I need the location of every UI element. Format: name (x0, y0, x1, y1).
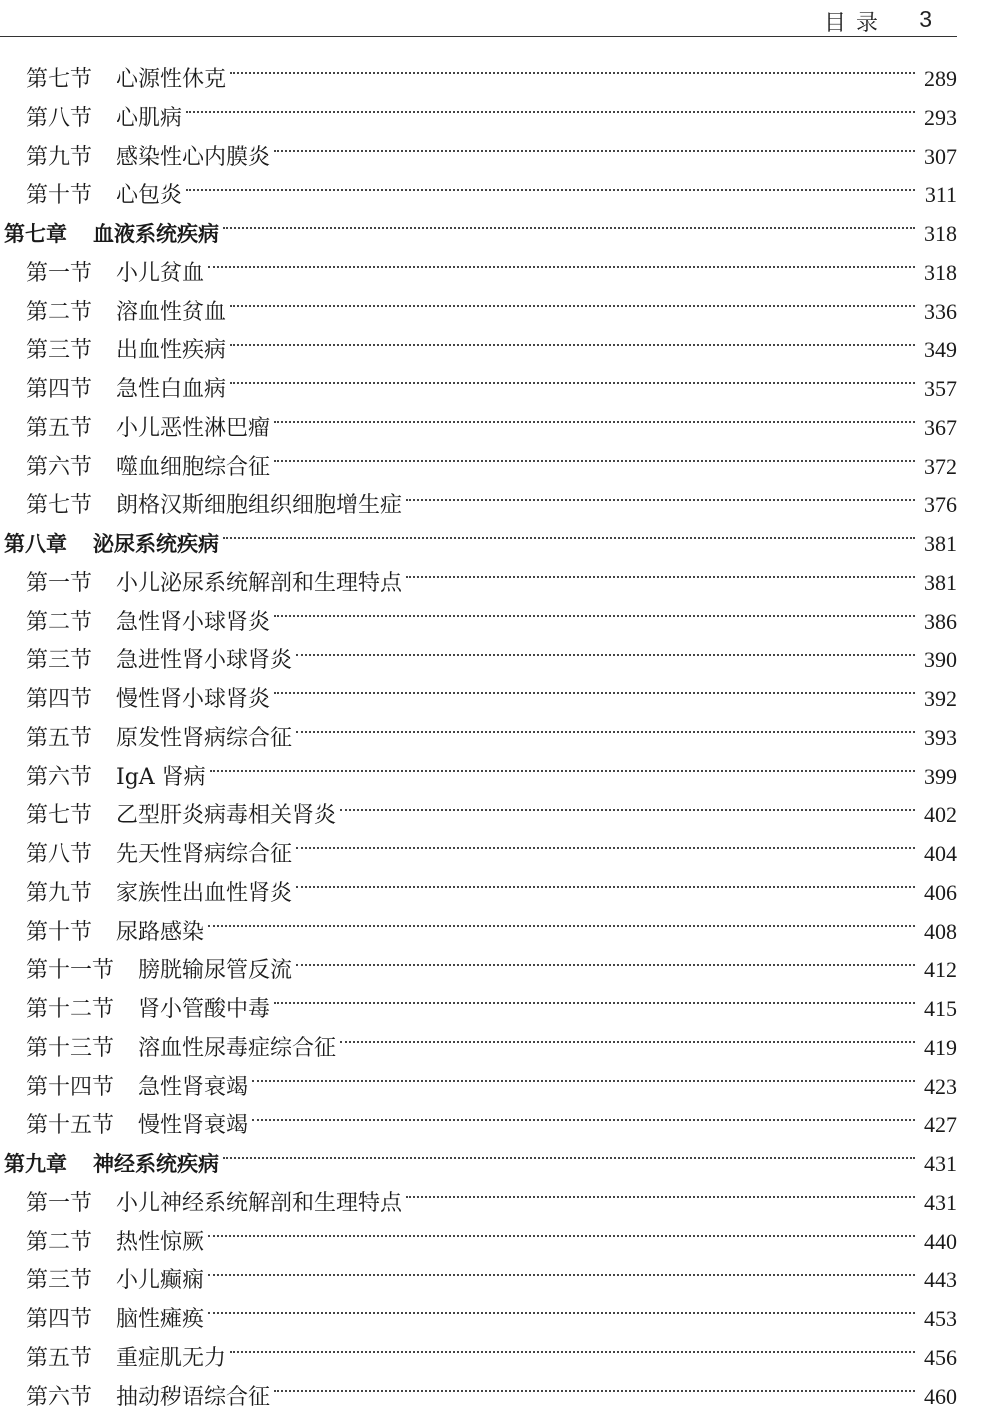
dot-leader (406, 576, 915, 578)
entry-title: 心肌病 (116, 100, 182, 139)
entry-page-number: 408 (921, 913, 957, 952)
entry-page-number: 453 (921, 1300, 957, 1339)
dot-leader (230, 1351, 915, 1353)
entry-number: 第四节 (26, 681, 92, 720)
dot-leader (252, 1080, 915, 1082)
entry-number: 第六节 (26, 759, 92, 798)
entry-page-number: 311 (921, 176, 957, 215)
toc-section-entry[interactable] (0, 176, 957, 215)
entry-title: IgA 肾病 (116, 759, 206, 798)
toc-section-entry[interactable] (0, 951, 957, 990)
entry-page-number: 402 (921, 796, 957, 835)
entry-page-number: 336 (921, 293, 957, 332)
entry-number: 第二节 (26, 604, 92, 643)
dot-leader (230, 344, 915, 346)
entry-title: 脑性瘫痪 (116, 1301, 204, 1340)
entry-title: 心源性休克 (116, 61, 226, 100)
entry-title: 溶血性尿毒症综合征 (138, 1030, 336, 1069)
entry-number: 第十四节 (26, 1069, 114, 1108)
entry-page-number: 456 (921, 1339, 957, 1378)
entry-title: 小儿贫血 (116, 255, 204, 294)
entry-title: 感染性心内膜炎 (116, 139, 270, 178)
entry-title: 急性肾小球肾炎 (116, 604, 270, 643)
toc-section-entry[interactable] (0, 564, 957, 603)
entry-title: 慢性肾小球肾炎 (116, 681, 270, 720)
dot-leader (296, 731, 915, 733)
entry-title: 噬血细胞综合征 (116, 449, 270, 488)
entry-title: 泌尿系统疾病 (93, 525, 219, 564)
entry-page-number: 376 (921, 486, 957, 525)
toc-section-entry[interactable] (0, 680, 957, 719)
entry-title: 心包炎 (116, 177, 182, 216)
entry-page-number: 404 (921, 835, 957, 874)
toc-section-entry[interactable] (0, 448, 957, 487)
entry-number: 第十节 (26, 177, 92, 216)
entry-number: 第九节 (26, 875, 92, 914)
toc-section-entry[interactable] (0, 293, 957, 332)
toc-section-entry[interactable] (0, 1261, 957, 1300)
entry-page-number: 293 (921, 99, 957, 138)
dot-leader (274, 460, 915, 462)
entry-number: 第七节 (26, 797, 92, 836)
entry-title: 原发性肾病综合征 (116, 720, 292, 759)
toc-section-entry[interactable] (0, 641, 957, 680)
entry-number: 第五节 (26, 410, 92, 449)
entry-title: 神经系统疾病 (93, 1145, 219, 1184)
entry-page-number: 431 (921, 1184, 957, 1223)
dot-leader (296, 654, 915, 656)
header-title: 目录 (824, 6, 888, 37)
entry-number: 第七节 (26, 487, 92, 526)
entry-title: 乙型肝炎病毒相关肾炎 (116, 797, 336, 836)
dot-leader (230, 72, 915, 74)
entry-page-number: 386 (921, 603, 957, 642)
entry-number: 第五节 (26, 720, 92, 759)
entry-page-number: 406 (921, 874, 957, 913)
entry-title: 小儿癫痫 (116, 1262, 204, 1301)
entry-page-number: 392 (921, 680, 957, 719)
entry-page-number: 381 (921, 525, 957, 564)
dot-leader (296, 847, 915, 849)
entry-number: 第六节 (26, 449, 92, 488)
entry-number: 第九节 (26, 139, 92, 178)
entry-page-number: 289 (921, 60, 957, 99)
entry-number: 第六节 (26, 1379, 92, 1417)
entry-number: 第七章 (4, 215, 67, 254)
entry-number: 第二节 (26, 1224, 92, 1263)
dot-leader (340, 809, 915, 811)
entry-title: 小儿泌尿系统解剖和生理特点 (116, 565, 402, 604)
entry-title: 膀胱输尿管反流 (138, 952, 292, 991)
entry-number: 第七节 (26, 61, 92, 100)
entry-title: 急性白血病 (116, 371, 226, 410)
toc-section-entry[interactable] (0, 719, 957, 758)
entry-title: 朗格汉斯细胞组织细胞增生症 (116, 487, 402, 526)
dot-leader (406, 499, 915, 501)
dot-leader (223, 537, 915, 539)
entry-page-number: 349 (921, 331, 957, 370)
entry-number: 第八章 (4, 525, 67, 564)
entry-page-number: 393 (921, 719, 957, 758)
toc-chapter-entry[interactable] (0, 525, 957, 564)
entry-page-number: 367 (921, 409, 957, 448)
entry-number: 第三节 (26, 642, 92, 681)
toc-section-entry[interactable] (0, 796, 957, 835)
dot-leader (230, 305, 915, 307)
dot-leader (223, 227, 915, 229)
entry-number: 第八节 (26, 836, 92, 875)
entry-title: 急进性肾小球肾炎 (116, 642, 292, 681)
dot-leader (208, 1235, 915, 1237)
toc-section-entry[interactable] (0, 1068, 957, 1107)
toc-chapter-entry[interactable] (0, 215, 957, 254)
entry-page-number: 390 (921, 641, 957, 680)
entry-title: 抽动秽语综合征 (116, 1379, 270, 1417)
dot-leader (186, 111, 915, 113)
toc-section-entry[interactable] (0, 1339, 957, 1378)
dot-leader (208, 925, 915, 927)
entry-number: 第九章 (4, 1145, 67, 1184)
toc-section-entry[interactable] (0, 370, 957, 409)
dot-leader (274, 615, 915, 617)
header-rule (0, 36, 957, 37)
entry-number: 第二节 (26, 294, 92, 333)
dot-leader (274, 1002, 915, 1004)
dot-leader (208, 1274, 915, 1276)
entry-title: 小儿神经系统解剖和生理特点 (116, 1185, 402, 1224)
toc-section-entry[interactable] (0, 1223, 957, 1262)
toc-section-entry[interactable] (0, 1029, 957, 1068)
entry-title: 肾小管酸中毒 (138, 991, 270, 1030)
running-header (0, 0, 1000, 38)
toc-section-entry[interactable] (0, 254, 957, 293)
dot-leader (340, 1041, 915, 1043)
toc-section-entry[interactable] (0, 99, 957, 138)
entry-page-number: 318 (921, 215, 957, 254)
entry-title: 血液系统疾病 (93, 215, 219, 254)
dot-leader (296, 964, 915, 966)
entry-page-number: 460 (921, 1378, 957, 1417)
entry-number: 第十一节 (26, 952, 114, 991)
toc-section-entry[interactable] (0, 1106, 957, 1145)
entry-title: 慢性肾衰竭 (138, 1107, 248, 1146)
toc-chapter-entry[interactable] (0, 1145, 957, 1184)
toc-section-entry[interactable] (0, 331, 957, 370)
dot-leader (274, 692, 915, 694)
entry-number: 第一节 (26, 565, 92, 604)
entry-page-number: 307 (921, 138, 957, 177)
entry-number: 第三节 (26, 332, 92, 371)
toc-section-entry[interactable] (0, 913, 957, 952)
entry-number: 第十五节 (26, 1107, 114, 1146)
entry-page-number: 419 (921, 1029, 957, 1068)
dot-leader (223, 1157, 915, 1159)
entry-page-number: 381 (921, 564, 957, 603)
dot-leader (208, 1312, 915, 1314)
toc-section-entry[interactable] (0, 138, 957, 177)
toc-section-entry[interactable] (0, 1184, 957, 1223)
entry-page-number: 443 (921, 1261, 957, 1300)
entry-number: 第一节 (26, 1185, 92, 1224)
entry-title: 溶血性贫血 (116, 294, 226, 333)
entry-page-number: 399 (921, 758, 957, 797)
dot-leader (186, 189, 915, 191)
entry-title: 家族性出血性肾炎 (116, 875, 292, 914)
entry-number: 第八节 (26, 100, 92, 139)
entry-number: 第十三节 (26, 1030, 114, 1069)
toc-section-entry[interactable] (0, 603, 957, 642)
entry-page-number: 431 (921, 1145, 957, 1184)
entry-title: 尿路感染 (116, 914, 204, 953)
entry-page-number: 412 (921, 951, 957, 990)
dot-leader (230, 382, 915, 384)
toc-section-entry[interactable] (0, 1378, 957, 1417)
toc-section-entry[interactable] (0, 990, 957, 1029)
toc-section-entry[interactable] (0, 409, 957, 448)
entry-title: 出血性疾病 (116, 332, 226, 371)
table-of-contents (0, 60, 957, 1416)
entry-title: 重症肌无力 (116, 1340, 226, 1379)
entry-title: 先天性肾病综合征 (116, 836, 292, 875)
entry-page-number: 357 (921, 370, 957, 409)
dot-leader (274, 421, 915, 423)
entry-page-number: 415 (921, 990, 957, 1029)
toc-section-entry[interactable] (0, 874, 957, 913)
header-page-number: 3 (919, 6, 932, 33)
entry-number: 第四节 (26, 1301, 92, 1340)
toc-section-entry[interactable] (0, 60, 957, 99)
toc-section-entry[interactable] (0, 835, 957, 874)
entry-page-number: 427 (921, 1106, 957, 1145)
dot-leader (296, 886, 915, 888)
entry-number: 第三节 (26, 1262, 92, 1301)
dot-leader (252, 1119, 915, 1121)
dot-leader (208, 266, 915, 268)
entry-page-number: 423 (921, 1068, 957, 1107)
dot-leader (274, 1390, 915, 1392)
entry-page-number: 440 (921, 1223, 957, 1262)
entry-number: 第五节 (26, 1340, 92, 1379)
entry-number: 第十节 (26, 914, 92, 953)
entry-page-number: 318 (921, 254, 957, 293)
dot-leader (406, 1196, 915, 1198)
entry-title: 热性惊厥 (116, 1224, 204, 1263)
dot-leader (274, 150, 915, 152)
toc-section-entry[interactable] (0, 486, 957, 525)
entry-title: 急性肾衰竭 (138, 1069, 248, 1108)
entry-title: 小儿恶性淋巴瘤 (116, 410, 270, 449)
dot-leader (210, 770, 915, 772)
entry-number: 第一节 (26, 255, 92, 294)
entry-number: 第十二节 (26, 991, 114, 1030)
entry-page-number: 372 (921, 448, 957, 487)
toc-section-entry[interactable] (0, 1300, 957, 1339)
entry-number: 第四节 (26, 371, 92, 410)
toc-section-entry[interactable] (0, 758, 957, 797)
